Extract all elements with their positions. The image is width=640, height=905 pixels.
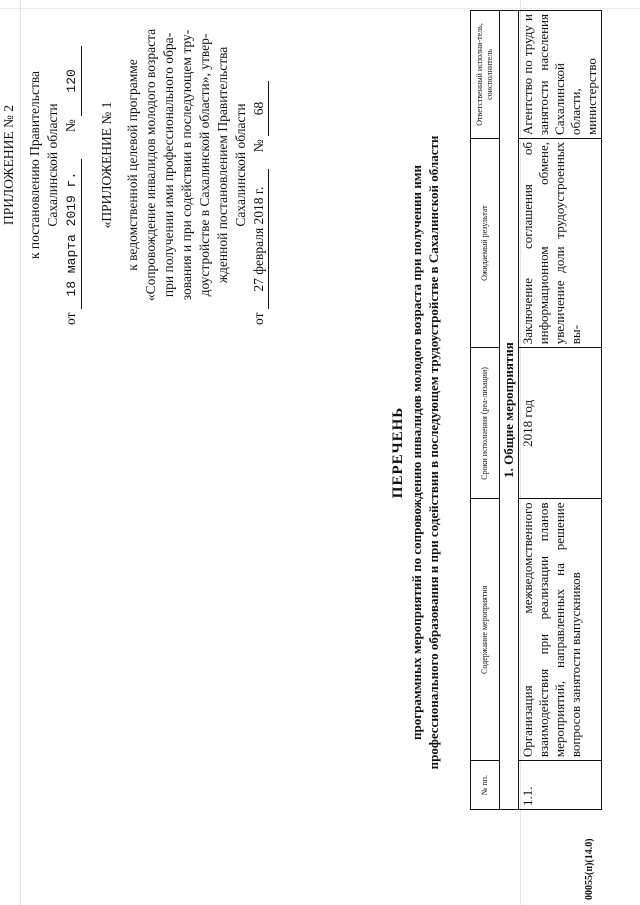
row-result: Заключение соглашения об информационном обмене, увеличение доли трудоустроенных вы- [519,138,602,347]
header-executor: Ответственный исполни-тель, соисполнитель [471,11,500,139]
measures-table [470,10,602,810]
appendix1-line: жденной постановлением Правительства [215,46,230,284]
row-executor: Агентство по труду и занятости населения Сахалинской области, министерство [519,11,602,139]
appendix2-date-line [62,5,82,325]
appendix1-line: Сахалинской области [233,103,248,227]
heading-line2: профессионального образования и при содействии в последующем трудоустройстве в Сахалинской области [426,135,441,770]
appendix1-from-label: от [251,312,266,325]
appendix2-number: 120 [63,46,82,116]
appendix2-date: 18 марта 2019 г. [63,159,82,309]
section-title: 1. Общие мероприятия [500,11,519,810]
appendix2-title: ПРИЛОЖЕНИЕ № 2 [1,104,16,226]
row-term: 2018 год [519,348,602,499]
appendix1-title: «ПРИЛОЖЕНИЕ № 1 [99,101,114,229]
appendix1-date: 27 февраля 2018 г. [250,169,269,309]
section-row [500,11,519,810]
appendix1-line: доустройстве в Сахалинской области», утвер- [197,33,212,297]
table-header-row [471,11,500,810]
row-num: 1.1. [519,761,602,810]
appendix-block [0,5,269,325]
table-row [519,11,602,810]
appendix2-line1: к постановлению Правительства [27,70,42,260]
appendix1-date-line [250,5,269,325]
appendix2-line2: Сахалинской области [45,103,60,227]
heading-title: ПЕРЕЧЕНЬ [390,406,406,499]
appendix1-line: к ведомственной целевой программе [125,59,140,271]
row-content: Организация межведомственного взаимодействия при реализации планов мероприятий, направленных на решение вопросов занятости выпускников [519,499,602,761]
document-heading [388,0,442,905]
appendix2-number-label: № [63,119,78,133]
appendix1-line: зования и при содействии в последующем тру- [179,29,194,301]
appendix1-line: «Сопровождение инвалидов молодого возраста [143,28,158,302]
appendix1-line: при получении ими профессионального обра- [161,32,176,298]
header-content: Содержание мероприятия [471,499,500,761]
header-num: № пп. [471,761,500,810]
heading-line1: программных мероприятий по сопровождению инвалидов молодого возраста при получении ими [409,164,424,741]
appendix2-from-label: от [63,312,78,325]
appendix1-number: 68 [250,81,269,136]
footer-code: 00055(п)(14.0) [584,838,595,900]
header-result: Ожидаемый результат [471,138,500,347]
appendix1-number-label: № [251,139,266,153]
header-term: Сроки исполнения (реа-лизации) [471,348,500,499]
